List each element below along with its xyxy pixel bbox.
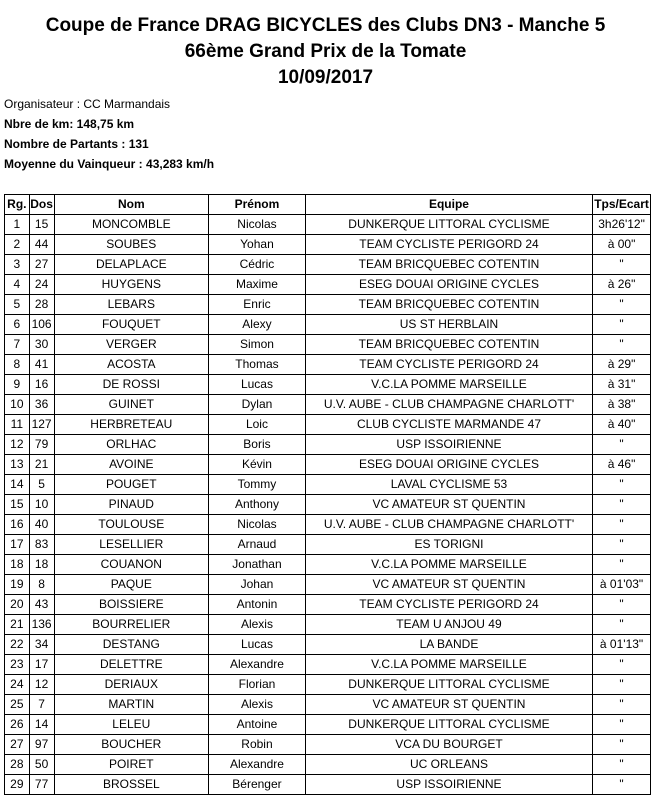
rank-cell: 8	[5, 355, 30, 375]
team-cell: DUNKERQUE LITTORAL CYCLISME	[305, 675, 592, 695]
rank-cell: 3	[5, 255, 30, 275]
time-cell: "	[593, 715, 651, 735]
firstname-cell: Bérenger	[209, 775, 306, 795]
time-cell: "	[593, 675, 651, 695]
lastname-cell: GUINET	[54, 395, 209, 415]
team-cell: V.C.LA POMME MARSEILLE	[305, 655, 592, 675]
col-header-time: Tps/Ecart	[593, 195, 651, 215]
firstname-cell: Lucas	[209, 375, 306, 395]
team-cell: VC AMATEUR ST QUENTIN	[305, 575, 592, 595]
bib-cell: 15	[29, 215, 54, 235]
firstname-cell: Antonin	[209, 595, 306, 615]
time-cell: "	[593, 515, 651, 535]
table-row	[5, 335, 651, 355]
time-cell: "	[593, 435, 651, 455]
team-cell: V.C.LA POMME MARSEILLE	[305, 555, 592, 575]
distance-line: Nbre de km: 148,75 km	[4, 117, 135, 131]
bib-cell: 5	[29, 475, 54, 495]
rank-cell: 17	[5, 535, 30, 555]
table-row	[5, 415, 651, 435]
lastname-cell: FOUQUET	[54, 315, 209, 335]
table-row	[5, 435, 651, 455]
team-cell: US ST HERBLAIN	[305, 315, 592, 335]
table-row	[5, 755, 651, 775]
lastname-cell: LESELLIER	[54, 535, 209, 555]
table-row	[5, 375, 651, 395]
time-cell: "	[593, 735, 651, 755]
table-row	[5, 535, 651, 555]
results-body	[5, 215, 651, 795]
bib-cell: 12	[29, 675, 54, 695]
lastname-cell: AVOINE	[54, 455, 209, 475]
rank-cell: 5	[5, 295, 30, 315]
team-cell: TEAM CYCLISTE PERIGORD 24	[305, 235, 592, 255]
firstname-cell: Cédric	[209, 255, 306, 275]
rank-cell: 1	[5, 215, 30, 235]
table-row	[5, 215, 651, 235]
lastname-cell: ACOSTA	[54, 355, 209, 375]
team-cell: USP ISSOIRIENNE	[305, 435, 592, 455]
lastname-cell: POUGET	[54, 475, 209, 495]
lastname-cell: HERBRETEAU	[54, 415, 209, 435]
rank-cell: 2	[5, 235, 30, 255]
rank-cell: 6	[5, 315, 30, 335]
bib-cell: 136	[29, 615, 54, 635]
table-row	[5, 555, 651, 575]
firstname-cell: Anthony	[209, 495, 306, 515]
time-cell: à 31"	[593, 375, 651, 395]
rank-cell: 27	[5, 735, 30, 755]
bib-cell: 79	[29, 435, 54, 455]
firstname-cell: Dylan	[209, 395, 306, 415]
lastname-cell: MARTIN	[54, 695, 209, 715]
rank-cell: 29	[5, 775, 30, 795]
bib-cell: 34	[29, 635, 54, 655]
lastname-cell: ORLHAC	[54, 435, 209, 455]
race-name: 66ème Grand Prix de la Tomate	[184, 41, 467, 62]
rank-cell: 25	[5, 695, 30, 715]
time-cell: "	[593, 555, 651, 575]
team-cell: UC ORLEANS	[305, 755, 592, 775]
lastname-cell: MONCOMBLE	[54, 215, 209, 235]
lastname-cell: BROSSEL	[54, 775, 209, 795]
table-row	[5, 735, 651, 755]
firstname-cell: Alexandre	[209, 755, 306, 775]
firstname-cell: Antoine	[209, 715, 306, 735]
lastname-cell: SOUBES	[54, 235, 209, 255]
rank-cell: 4	[5, 275, 30, 295]
firstname-cell: Loic	[209, 415, 306, 435]
race-date: 10/09/2017	[277, 67, 374, 88]
rank-cell: 16	[5, 515, 30, 535]
team-cell: VCA DU BOURGET	[305, 735, 592, 755]
table-row	[5, 715, 651, 735]
table-row	[5, 315, 651, 335]
rank-cell: 14	[5, 475, 30, 495]
table-row	[5, 575, 651, 595]
rank-cell: 21	[5, 615, 30, 635]
lastname-cell: BOUCHER	[54, 735, 209, 755]
firstname-cell: Yohan	[209, 235, 306, 255]
team-cell: ES TORIGNI	[305, 535, 592, 555]
team-cell: TEAM BRICQUEBEC COTENTIN	[305, 295, 592, 315]
bib-cell: 83	[29, 535, 54, 555]
lastname-cell: BOURRELIER	[54, 615, 209, 635]
table-row	[5, 675, 651, 695]
table-header-row	[5, 195, 651, 215]
lastname-cell: LELEU	[54, 715, 209, 735]
winner-speed-line: Moyenne du Vainqueur : 43,283 km/h	[4, 157, 215, 171]
lastname-cell: HUYGENS	[54, 275, 209, 295]
rank-cell: 12	[5, 435, 30, 455]
rank-cell: 19	[5, 575, 30, 595]
bib-cell: 10	[29, 495, 54, 515]
time-cell: "	[593, 755, 651, 775]
rank-cell: 10	[5, 395, 30, 415]
firstname-cell: Boris	[209, 435, 306, 455]
col-header-team: Equipe	[305, 195, 592, 215]
time-cell: "	[593, 315, 651, 335]
team-cell: U.V. AUBE - CLUB CHAMPAGNE CHARLOTT'	[305, 395, 592, 415]
bib-cell: 106	[29, 315, 54, 335]
rank-cell: 15	[5, 495, 30, 515]
team-cell: V.C.LA POMME MARSEILLE	[305, 375, 592, 395]
firstname-cell: Nicolas	[209, 515, 306, 535]
lastname-cell: PINAUD	[54, 495, 209, 515]
firstname-cell: Lucas	[209, 635, 306, 655]
firstname-cell: Florian	[209, 675, 306, 695]
lastname-cell: BOISSIERE	[54, 595, 209, 615]
lastname-cell: DELETTRE	[54, 655, 209, 675]
bib-cell: 24	[29, 275, 54, 295]
time-cell: "	[593, 335, 651, 355]
bib-cell: 8	[29, 575, 54, 595]
bib-cell: 43	[29, 595, 54, 615]
team-cell: LA BANDE	[305, 635, 592, 655]
time-cell: "	[593, 475, 651, 495]
bib-cell: 28	[29, 295, 54, 315]
firstname-cell: Alexandre	[209, 655, 306, 675]
bib-cell: 17	[29, 655, 54, 675]
table-row	[5, 455, 651, 475]
lastname-cell: POIRET	[54, 755, 209, 775]
time-cell: à 40"	[593, 415, 651, 435]
time-cell: "	[593, 495, 651, 515]
team-cell: TEAM BRICQUEBEC COTENTIN	[305, 255, 592, 275]
col-header-lastname: Nom	[54, 195, 209, 215]
table-row	[5, 495, 651, 515]
rank-cell: 26	[5, 715, 30, 735]
time-cell: à 46"	[593, 455, 651, 475]
firstname-cell: Simon	[209, 335, 306, 355]
table-row	[5, 635, 651, 655]
rank-cell: 9	[5, 375, 30, 395]
team-cell: U.V. AUBE - CLUB CHAMPAGNE CHARLOTT'	[305, 515, 592, 535]
firstname-cell: Thomas	[209, 355, 306, 375]
rank-cell: 23	[5, 655, 30, 675]
bib-cell: 27	[29, 255, 54, 275]
col-header-bib: Dos	[29, 195, 54, 215]
time-cell: "	[593, 295, 651, 315]
bib-cell: 21	[29, 455, 54, 475]
lastname-cell: VERGER	[54, 335, 209, 355]
time-cell: "	[593, 695, 651, 715]
bib-cell: 7	[29, 695, 54, 715]
table-row	[5, 235, 651, 255]
table-row	[5, 255, 651, 275]
bib-cell: 16	[29, 375, 54, 395]
lastname-cell: DESTANG	[54, 635, 209, 655]
firstname-cell: Enric	[209, 295, 306, 315]
starters-line: Nombre de Partants : 131	[4, 137, 149, 151]
col-header-rank: Rg.	[5, 195, 30, 215]
bib-cell: 14	[29, 715, 54, 735]
firstname-cell: Jonathan	[209, 555, 306, 575]
bib-cell: 44	[29, 235, 54, 255]
team-cell: DUNKERQUE LITTORAL CYCLISME	[305, 715, 592, 735]
bib-cell: 30	[29, 335, 54, 355]
lastname-cell: PAQUE	[54, 575, 209, 595]
team-cell: ESEG DOUAI ORIGINE CYCLES	[305, 455, 592, 475]
firstname-cell: Alexy	[209, 315, 306, 335]
bib-cell: 97	[29, 735, 54, 755]
time-cell: "	[593, 595, 651, 615]
team-cell: TEAM BRICQUEBEC COTENTIN	[305, 335, 592, 355]
table-row	[5, 615, 651, 635]
organiser-line: Organisateur : CC Marmandais	[4, 97, 171, 111]
time-cell: "	[593, 535, 651, 555]
bib-cell: 40	[29, 515, 54, 535]
lastname-cell: DELAPLACE	[54, 255, 209, 275]
time-cell: à 29"	[593, 355, 651, 375]
table-row	[5, 655, 651, 675]
rank-cell: 7	[5, 335, 30, 355]
table-row	[5, 775, 651, 795]
time-cell: à 26"	[593, 275, 651, 295]
time-cell: à 01'03"	[593, 575, 651, 595]
team-cell: CLUB CYCLISTE MARMANDE 47	[305, 415, 592, 435]
firstname-cell: Nicolas	[209, 215, 306, 235]
time-cell: à 38"	[593, 395, 651, 415]
table-row	[5, 275, 651, 295]
bib-cell: 50	[29, 755, 54, 775]
table-row	[5, 395, 651, 415]
bib-cell: 18	[29, 555, 54, 575]
bib-cell: 36	[29, 395, 54, 415]
page-title: Coupe de France DRAG BICYCLES des Clubs DN3 - Manche 5	[45, 15, 606, 36]
rank-cell: 22	[5, 635, 30, 655]
time-cell: à 01'13"	[593, 635, 651, 655]
firstname-cell: Maxime	[209, 275, 306, 295]
col-header-firstname: Prénom	[209, 195, 306, 215]
team-cell: ESEG DOUAI ORIGINE CYCLES	[305, 275, 592, 295]
firstname-cell: Alexis	[209, 695, 306, 715]
rank-cell: 13	[5, 455, 30, 475]
rank-cell: 18	[5, 555, 30, 575]
team-cell: TEAM CYCLISTE PERIGORD 24	[305, 595, 592, 615]
team-cell: VC AMATEUR ST QUENTIN	[305, 695, 592, 715]
lastname-cell: TOULOUSE	[54, 515, 209, 535]
rank-cell: 11	[5, 415, 30, 435]
team-cell: VC AMATEUR ST QUENTIN	[305, 495, 592, 515]
firstname-cell: Alexis	[209, 615, 306, 635]
team-cell: USP ISSOIRIENNE	[305, 775, 592, 795]
table-row	[5, 475, 651, 495]
time-cell: 3h26'12"	[593, 215, 651, 235]
time-cell: "	[593, 615, 651, 635]
lastname-cell: COUANON	[54, 555, 209, 575]
time-cell: "	[593, 655, 651, 675]
rank-cell: 28	[5, 755, 30, 775]
bib-cell: 77	[29, 775, 54, 795]
table-row	[5, 595, 651, 615]
results-table	[4, 194, 651, 795]
table-row	[5, 355, 651, 375]
lastname-cell: DERIAUX	[54, 675, 209, 695]
firstname-cell: Kévin	[209, 455, 306, 475]
rank-cell: 20	[5, 595, 30, 615]
team-cell: TEAM CYCLISTE PERIGORD 24	[305, 355, 592, 375]
bib-cell: 41	[29, 355, 54, 375]
lastname-cell: LEBARS	[54, 295, 209, 315]
table-row	[5, 295, 651, 315]
firstname-cell: Robin	[209, 735, 306, 755]
firstname-cell: Arnaud	[209, 535, 306, 555]
table-row	[5, 695, 651, 715]
team-cell: LAVAL CYCLISME 53	[305, 475, 592, 495]
time-cell: à 00"	[593, 235, 651, 255]
bib-cell: 127	[29, 415, 54, 435]
firstname-cell: Johan	[209, 575, 306, 595]
time-cell: "	[593, 775, 651, 795]
team-cell: DUNKERQUE LITTORAL CYCLISME	[305, 215, 592, 235]
firstname-cell: Tommy	[209, 475, 306, 495]
time-cell: "	[593, 255, 651, 275]
rank-cell: 24	[5, 675, 30, 695]
team-cell: TEAM U ANJOU 49	[305, 615, 592, 635]
table-row	[5, 515, 651, 535]
lastname-cell: DE ROSSI	[54, 375, 209, 395]
